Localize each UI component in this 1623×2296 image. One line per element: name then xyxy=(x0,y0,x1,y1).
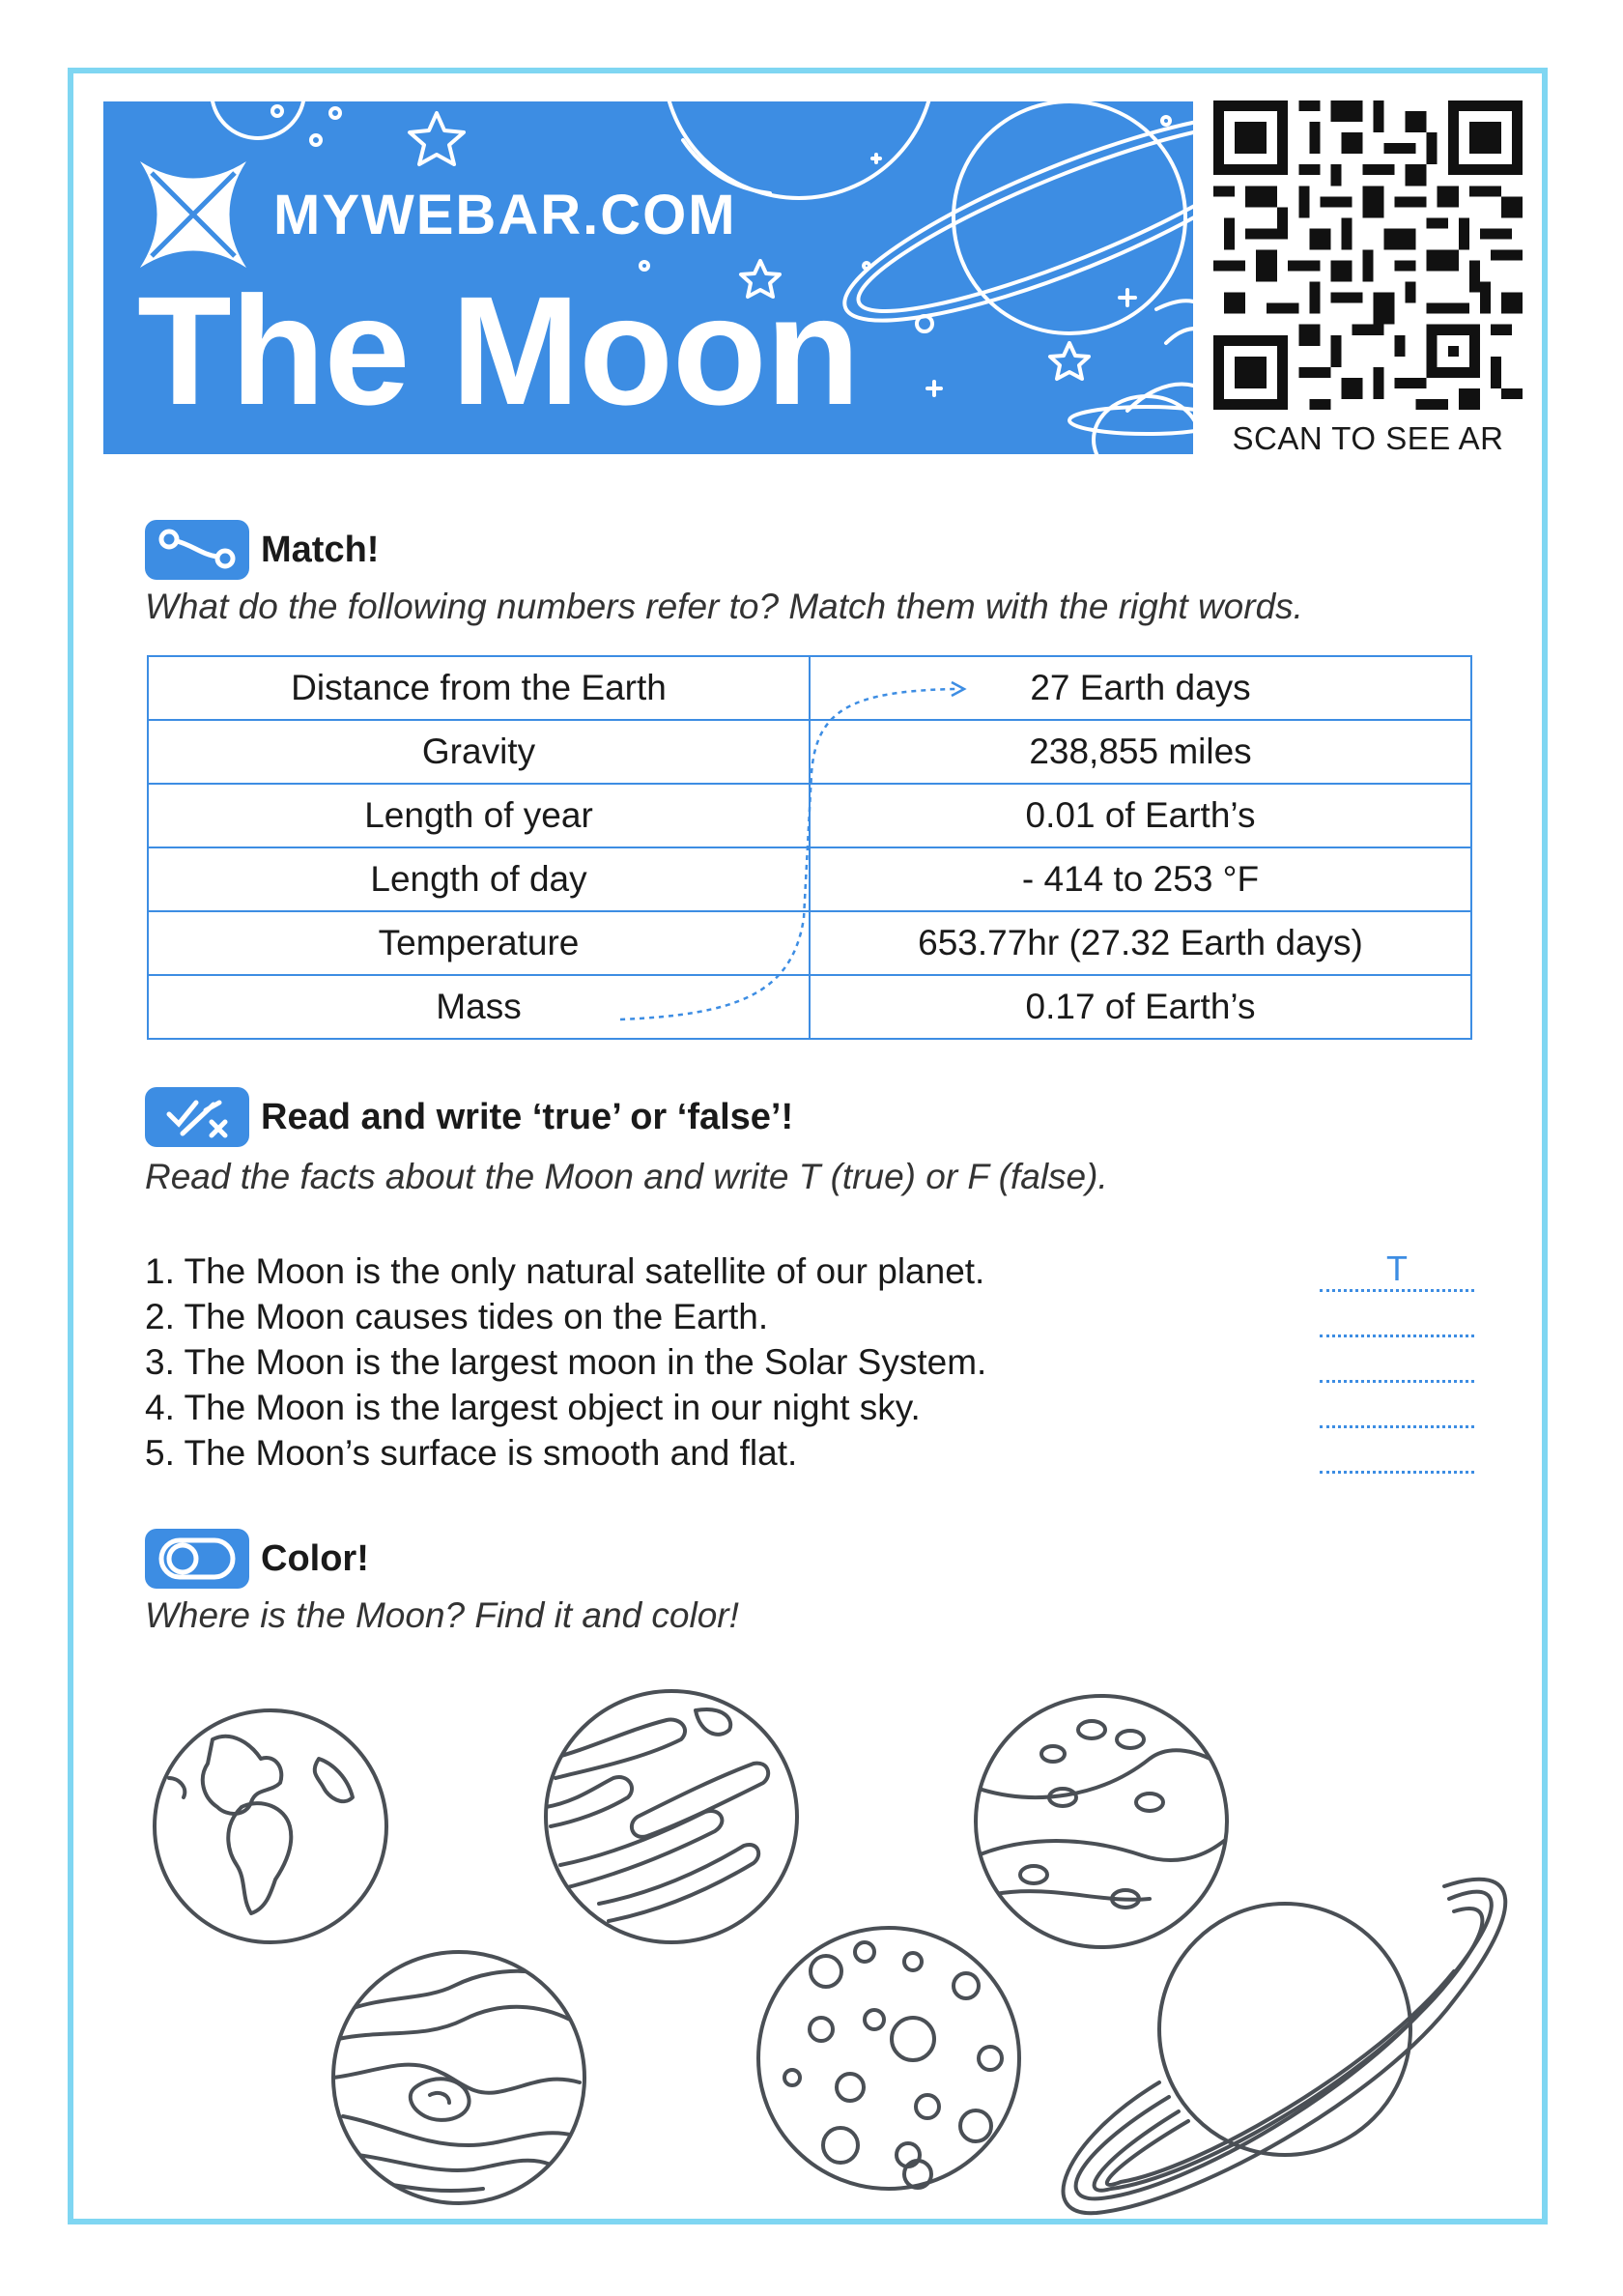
match-left-cell[interactable]: Length of day xyxy=(148,847,810,911)
fact-text: 3. The Moon is the largest moon in the Solar System. xyxy=(145,1342,987,1382)
saturn-planet-icon[interactable] xyxy=(1064,1880,1506,2214)
page-title: The Moon xyxy=(137,264,860,437)
fact-text: 2. The Moon causes tides on the Earth. xyxy=(145,1297,769,1336)
color-title: Color! xyxy=(261,1537,369,1579)
match-left-cell[interactable]: Distance from the Earth xyxy=(148,656,810,720)
match-right-cell[interactable]: 27 Earth days xyxy=(810,656,1471,720)
color-instruction: Where is the Moon? Find it and color! xyxy=(145,1595,739,1635)
qr-label: SCAN TO SEE AR xyxy=(1232,420,1504,456)
match-instruction: What do the following numbers refer to? Match them with the right words. xyxy=(145,587,1303,626)
match-left-cell[interactable]: Temperature xyxy=(148,911,810,975)
match-right-cell[interactable]: 238,855 miles xyxy=(810,720,1471,784)
match-right-cell[interactable]: 0.01 of Earth’s xyxy=(810,784,1471,847)
match-title: Match! xyxy=(261,529,380,570)
answer-blank[interactable]: T xyxy=(1320,1254,1474,1292)
fact-text: 4. The Moon is the largest object in our night sky. xyxy=(145,1388,921,1427)
match-right-cell[interactable]: - 414 to 253 °F xyxy=(810,847,1471,911)
earth-planet-icon[interactable] xyxy=(155,1710,386,1942)
truefalse-instruction: Read the facts about the Moon and write T (true) or F (false). xyxy=(145,1157,1108,1196)
match-left-cell[interactable]: Gravity xyxy=(148,720,810,784)
moon-planet-icon[interactable] xyxy=(758,1928,1019,2189)
fact-text: 5. The Moon’s surface is smooth and flat. xyxy=(145,1433,798,1473)
truefalse-title: Read and write ‘true’ or ‘false’! xyxy=(261,1096,794,1137)
swirl-planet-icon[interactable] xyxy=(333,1952,584,2203)
banded-planet-icon[interactable] xyxy=(976,1696,1227,1947)
fact-text: 1. The Moon is the only natural satellite of our planet. xyxy=(145,1251,985,1291)
striped-planet-icon[interactable] xyxy=(546,1691,797,1942)
match-right-cell[interactable]: 0.17 of Earth’s xyxy=(810,975,1471,1039)
match-right-cell[interactable]: 653.77hr (27.32 Earth days) xyxy=(810,911,1471,975)
match-left-cell[interactable]: Length of year xyxy=(148,784,810,847)
match-left-cell[interactable]: Mass xyxy=(148,975,810,1039)
brand-name: MYWEBAR.COM xyxy=(273,183,737,246)
